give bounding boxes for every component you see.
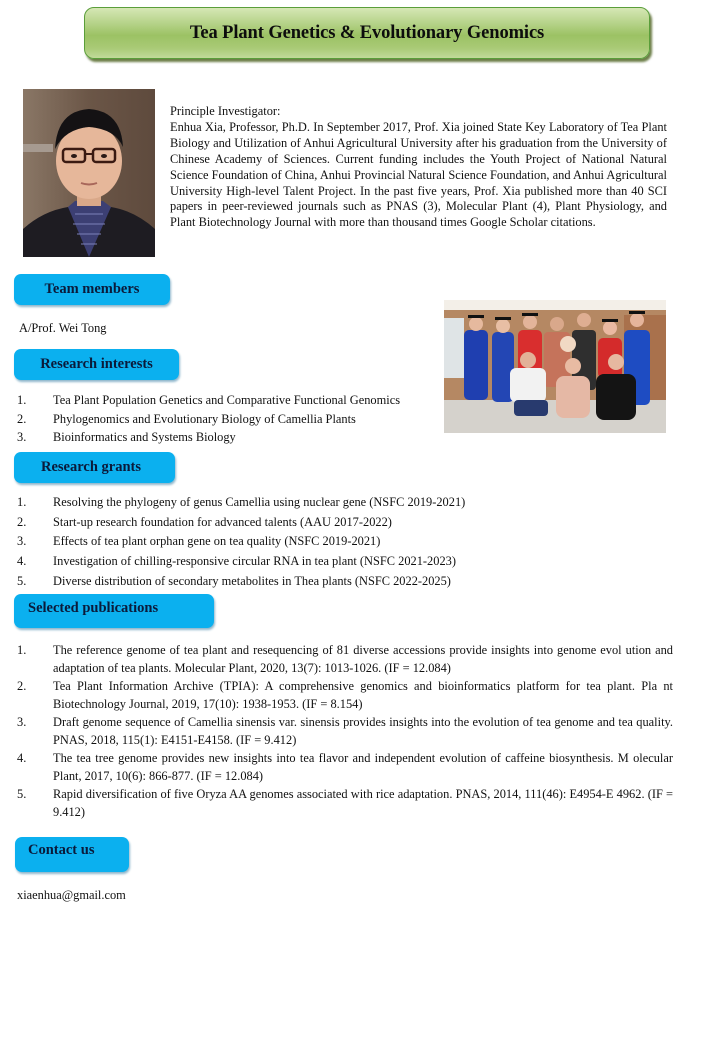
pi-bio	[170, 104, 667, 231]
list-number: 5.	[17, 573, 27, 588]
list-item	[17, 493, 465, 513]
team-members-heading	[14, 274, 170, 305]
list-text: Diverse distribution of secondary metabolites in Thea plants (NSFC 2022-2025)	[53, 573, 451, 588]
list-text: Effects of tea plant orphan gene on tea quality (NSFC 2019-2021)	[53, 534, 381, 549]
list-item	[17, 572, 465, 592]
publication-text: Draft genome sequence of Camellia sinensis var. sinensis provides insights into the evolution of tea genome and tea quality. PNAS, 2018, 115(1): E4151-E4158. (IF = 9.412)	[53, 715, 673, 747]
publication-item	[17, 641, 673, 677]
list-number: 1.	[17, 643, 27, 657]
publication-text: Tea Plant Information Archive (TPIA): A comprehensive genomics and bioinformatics platform for tea plant. Pla nt Biotechnology Journal, 2019, 17(10): 1938-1953. (IF = 8.154)	[53, 679, 673, 711]
list-number: 1.	[17, 393, 27, 407]
list-text: Start-up research foundation for advanced talents (AAU 2017-2022)	[53, 514, 392, 529]
list-number: 2.	[17, 411, 27, 426]
team-members-heading-text: Team members	[44, 281, 140, 297]
research-interests-heading-text: Research interests	[40, 356, 153, 372]
list-number: 3.	[17, 534, 27, 549]
selected-publications-heading-text: Selected publications	[28, 600, 159, 616]
portrait-illustration	[23, 89, 155, 257]
list-item	[17, 410, 400, 429]
list-number: 4.	[17, 554, 27, 569]
list-number: 3.	[17, 715, 27, 729]
list-text: Resolving the phylogeny of genus Camellia using nuclear gene (NSFC 2019-2021)	[53, 495, 466, 509]
list-item	[17, 552, 465, 572]
team-group-photo	[444, 300, 666, 433]
contact-email-link[interactable]: xiaenhua@gmail.com	[17, 888, 126, 902]
list-text: Tea Plant Population Genetics and Comparative Functional Genomics	[53, 393, 401, 407]
list-item	[17, 391, 400, 410]
publications-list	[17, 641, 673, 821]
list-text: Phylogenomics and Evolutionary Biology of Camellia Plants	[53, 411, 356, 426]
selected-publications-heading	[14, 594, 214, 628]
list-number: 2.	[17, 514, 27, 529]
research-grants-heading	[14, 452, 175, 483]
pi-portrait-photo	[23, 89, 155, 257]
publication-item	[17, 713, 673, 749]
team-photo-illustration	[444, 300, 666, 433]
pi-bio-text: Enhua Xia, Professor, Ph.D. In September 2017, Prof. Xia joined State Key Laboratory of Tea Plant Biology and Utilization of Anhui Agricultural University after his graduation from the University of Chinese Academy of Sciences. Current funding includes the Youth Project of National Natural Science Foundation of China, Anhui Provincial Natural Science Foundation, and Anhui Agricultural University High-level Talent Project. In the past five years, Prof. Xia published more than 40 SCI papers in peer-reviewed journals such as PNAS (3), Molecular Plant (4), Plant Physiology, and Plant Biotechnology Journal with more than thousand times Google Scholar citations.	[170, 119, 667, 230]
publication-item	[17, 749, 673, 785]
list-number: 5.	[17, 787, 27, 801]
research-grants-list	[17, 493, 465, 592]
team-member-item: A/Prof. Wei Tong	[19, 321, 107, 335]
list-item	[17, 428, 400, 447]
research-grants-heading-text: Research grants	[41, 459, 142, 475]
list-number: 4.	[17, 751, 27, 765]
list-item	[17, 513, 465, 533]
research-interests-heading	[14, 349, 179, 380]
publication-text: The reference genome of tea plant and resequencing of 81 diverse accessions provide insights into genome evol ution and adaptation of tea plants. Molecular Plant, 2020, 13(7): 1013-1026. (IF = 12.084)	[53, 643, 673, 675]
page-title: Tea Plant Genetics & Evolutionary Genomics	[189, 22, 545, 43]
publication-text: The tea tree genome provides new insights into tea flavor and independent evolution of caffeine biosynthesis. M olecular Plant, 2017, 10(6): 866-877. (IF = 12.084)	[53, 751, 673, 783]
publication-item	[17, 677, 673, 713]
contact-us-heading	[15, 837, 129, 872]
list-number: 3.	[17, 430, 27, 444]
list-text: Bioinformatics and Systems Biology	[53, 430, 236, 444]
list-number: 2.	[17, 679, 27, 693]
list-item	[17, 532, 465, 552]
publication-item	[17, 785, 673, 821]
publication-text: Rapid diversification of five Oryza AA genomes associated with rice adaptation. PNAS, 2014, 111(46): E4954-E 4962. (IF = 9.412)	[53, 787, 673, 819]
research-interests-list	[17, 391, 400, 447]
pi-label: Principle Investigator:	[170, 104, 281, 118]
list-number: 1.	[17, 495, 27, 509]
page-banner	[84, 7, 650, 59]
list-text: Investigation of chilling-responsive circular RNA in tea plant (NSFC 2021-2023)	[53, 554, 456, 569]
contact-us-heading-text: Contact us	[28, 842, 95, 858]
